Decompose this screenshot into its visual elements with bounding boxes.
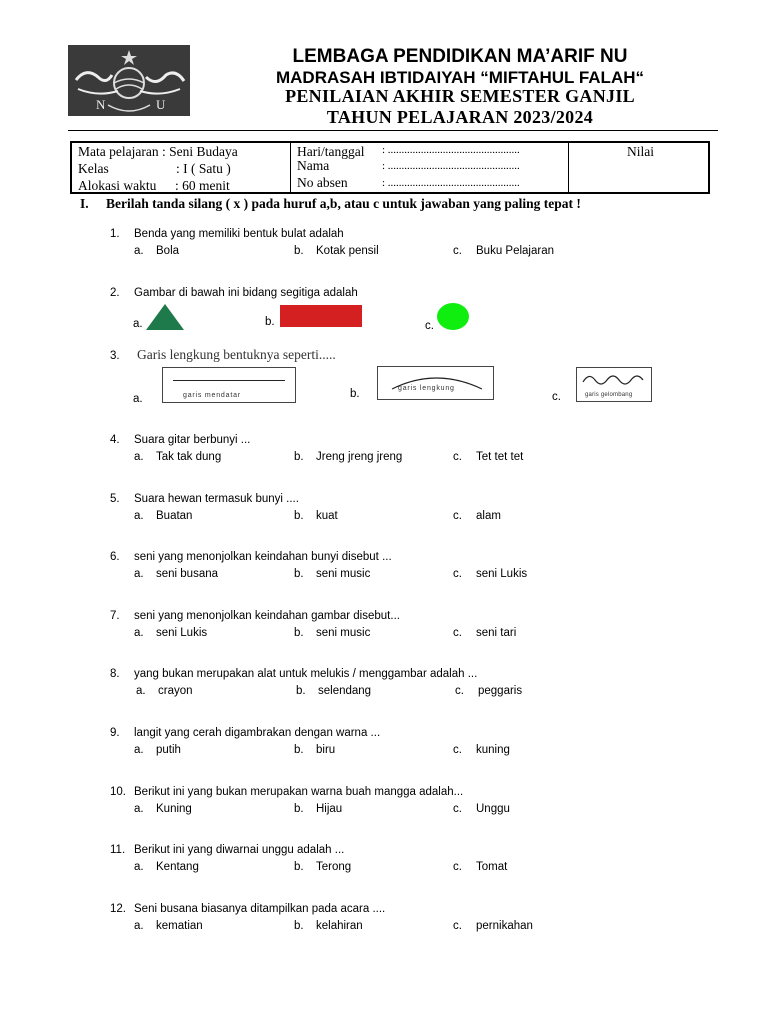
wavy-line-image[interactable] bbox=[576, 367, 652, 402]
q2-option-a[interactable] bbox=[133, 318, 143, 330]
option-text: crayon bbox=[158, 685, 193, 697]
instruction-text: Berilah tanda silang ( x ) pada huruf a,b, atau c untuk jawaban yang paling tepat ! bbox=[106, 196, 581, 211]
question-number: 11. bbox=[110, 844, 126, 856]
curved-line-caption: garis lengkung bbox=[398, 385, 455, 392]
q12-option-a[interactable] bbox=[134, 920, 203, 932]
option-text: seni Lukis bbox=[476, 568, 528, 580]
question-text: yang bukan merupakan alat untuk melukis / menggambar adalah ... bbox=[134, 668, 478, 680]
option-text: Bola bbox=[156, 245, 180, 257]
name-label: Nama bbox=[297, 158, 330, 173]
option-text: alam bbox=[476, 510, 501, 522]
option-letter: b. bbox=[294, 627, 304, 639]
option-text: Jreng jreng jreng bbox=[316, 451, 403, 463]
subject-label: Mata pelajaran : Seni Budaya bbox=[78, 144, 238, 159]
q10-option-a[interactable] bbox=[134, 803, 192, 815]
flat-line-image[interactable] bbox=[162, 367, 296, 403]
option-letter: c. bbox=[453, 744, 462, 756]
option-letter: a. bbox=[134, 627, 144, 639]
option-letter: b. bbox=[294, 510, 304, 522]
option-letter: b. bbox=[294, 803, 304, 815]
option-letter: c. bbox=[453, 510, 462, 522]
flat-line bbox=[173, 380, 285, 381]
q8-option-b[interactable] bbox=[296, 685, 372, 697]
option-letter: c. bbox=[453, 451, 462, 463]
option-letter: a. bbox=[134, 861, 144, 873]
q6-option-c[interactable] bbox=[453, 568, 528, 580]
q11-option-b[interactable] bbox=[294, 861, 352, 873]
question-text: Garis lengkung bentuknya seperti..... bbox=[137, 347, 336, 362]
day-field[interactable]: : ................................................ bbox=[382, 144, 520, 156]
q9-option-a[interactable] bbox=[134, 744, 181, 756]
option-text: seni Lukis bbox=[156, 627, 208, 639]
q3-option-c[interactable] bbox=[552, 391, 561, 403]
score-label: Nilai bbox=[627, 144, 654, 159]
time-label: Alokasi waktu bbox=[78, 178, 157, 193]
question-number: 7. bbox=[110, 610, 120, 622]
question-number: 9. bbox=[110, 727, 120, 739]
q8-option-c[interactable] bbox=[455, 685, 523, 697]
option-text: kelahiran bbox=[316, 920, 363, 932]
q1-option-a[interactable] bbox=[134, 245, 180, 257]
circle-shape[interactable] bbox=[437, 303, 469, 330]
option-letter: c. bbox=[453, 920, 462, 932]
triangle-shape[interactable] bbox=[145, 303, 185, 331]
q7-option-b[interactable] bbox=[294, 627, 371, 639]
q7-option-a[interactable] bbox=[134, 627, 208, 639]
exam-title: PENILAIAN AKHIR SEMESTER GANJIL bbox=[285, 86, 635, 106]
q9-option-c[interactable] bbox=[453, 744, 510, 756]
option-text: kuat bbox=[316, 510, 338, 522]
option-letter: c. bbox=[453, 627, 462, 639]
question-4 bbox=[110, 434, 251, 446]
info-divider-1 bbox=[290, 143, 291, 192]
option-text: kematian bbox=[156, 920, 203, 932]
absen-label: No absen bbox=[297, 175, 348, 190]
question-number: 1. bbox=[110, 228, 120, 240]
option-text: Tomat bbox=[476, 861, 508, 873]
option-letter: b. bbox=[265, 316, 275, 328]
question-number: 10. bbox=[110, 786, 126, 798]
option-text: selendang bbox=[318, 685, 372, 697]
instruction bbox=[80, 196, 581, 212]
option-letter: b. bbox=[294, 451, 304, 463]
question-5 bbox=[110, 493, 299, 505]
q7-option-c[interactable] bbox=[453, 627, 517, 639]
school-logo bbox=[68, 45, 190, 116]
question-text: seni yang menonjolkan keindahan bunyi disebut ... bbox=[134, 551, 392, 563]
option-letter: a. bbox=[134, 803, 144, 815]
option-letter: c. bbox=[453, 803, 462, 815]
question-number: 3. bbox=[110, 350, 120, 362]
institution-name: LEMBAGA PENDIDIKAN MA’ARIF NU bbox=[292, 46, 628, 67]
q5-option-b[interactable] bbox=[294, 510, 338, 522]
option-letter: c. bbox=[453, 245, 462, 257]
name-field[interactable]: : ................................................ bbox=[382, 160, 520, 172]
option-letter: a. bbox=[133, 318, 143, 330]
option-letter: a. bbox=[134, 920, 144, 932]
option-text: Unggu bbox=[476, 803, 510, 815]
question-1 bbox=[110, 228, 344, 240]
question-number: 4. bbox=[110, 434, 120, 446]
option-text: Buatan bbox=[156, 510, 193, 522]
option-letter: a. bbox=[133, 393, 143, 405]
question-number: 5. bbox=[110, 493, 120, 505]
option-text: Hijau bbox=[316, 803, 343, 815]
question-3 bbox=[110, 347, 336, 362]
question-7 bbox=[110, 610, 400, 622]
class-label: Kelas bbox=[78, 161, 109, 176]
q11-option-c[interactable] bbox=[453, 861, 508, 873]
q4-option-a[interactable] bbox=[134, 451, 222, 463]
question-text: seni yang menonjolkan keindahan gambar disebut... bbox=[134, 610, 400, 622]
option-text: peggaris bbox=[478, 685, 523, 697]
question-text: Seni busana biasanya ditampilkan pada acara .... bbox=[134, 903, 386, 915]
question-text: Benda yang memiliki bentuk bulat adalah bbox=[134, 228, 344, 240]
option-text: Buku Pelajaran bbox=[476, 245, 554, 257]
option-text: kuning bbox=[476, 744, 510, 756]
option-text: biru bbox=[316, 744, 336, 756]
header-divider bbox=[68, 130, 718, 131]
option-letter: c. bbox=[425, 320, 434, 332]
school-name: MADRASAH IBTIDAIYAH “MIFTAHUL FALAH“ bbox=[275, 68, 644, 87]
q2-option-b[interactable] bbox=[265, 316, 275, 328]
option-letter: b. bbox=[350, 388, 360, 400]
q1-option-b[interactable] bbox=[294, 245, 379, 257]
q10-option-b[interactable] bbox=[294, 803, 343, 815]
option-text: pernikahan bbox=[476, 920, 533, 932]
q5-option-c[interactable] bbox=[453, 510, 501, 522]
question-text: Berikut ini yang bukan merupakan warna buah mangga adalah... bbox=[134, 786, 464, 798]
question-number: 6. bbox=[110, 551, 120, 563]
question-text: langit yang cerah digambrakan dengan warna ... bbox=[134, 727, 381, 739]
time-value: : 60 menit bbox=[175, 178, 230, 193]
option-letter: c. bbox=[455, 685, 464, 697]
logo-letter-u: U bbox=[156, 97, 166, 112]
option-text: seni tari bbox=[476, 627, 517, 639]
option-letter: a. bbox=[134, 568, 144, 580]
rectangle-shape[interactable] bbox=[280, 305, 362, 327]
option-letter: b. bbox=[294, 744, 304, 756]
option-letter: b. bbox=[294, 920, 304, 932]
day-label: Hari/tanggal bbox=[297, 144, 365, 159]
option-letter: a. bbox=[134, 451, 144, 463]
q10-option-c[interactable] bbox=[453, 803, 510, 815]
option-text: Kentang bbox=[156, 861, 199, 873]
q5-option-a[interactable] bbox=[134, 510, 193, 522]
class-value: : I ( Satu ) bbox=[176, 161, 231, 176]
q11-option-a[interactable] bbox=[134, 861, 199, 873]
q12-option-c[interactable] bbox=[453, 920, 533, 932]
option-text: seni busana bbox=[156, 568, 219, 580]
option-text: Kotak pensil bbox=[316, 245, 379, 257]
question-number: 8. bbox=[110, 668, 120, 680]
q3-option-b[interactable] bbox=[350, 388, 360, 400]
q2-option-c[interactable] bbox=[425, 320, 434, 332]
q8-option-a[interactable] bbox=[136, 685, 193, 697]
question-text: Suara hewan termasuk bunyi .... bbox=[134, 493, 299, 505]
question-text: Berikut ini yang diwarnai unggu adalah ... bbox=[134, 844, 345, 856]
option-letter: b. bbox=[294, 245, 304, 257]
question-8 bbox=[110, 668, 478, 680]
option-letter: a. bbox=[136, 685, 146, 697]
option-text: putih bbox=[156, 744, 181, 756]
q6-option-a[interactable] bbox=[134, 568, 219, 580]
academic-year: TAHUN PELAJARAN 2023/2024 bbox=[326, 107, 594, 127]
option-text: seni music bbox=[316, 568, 371, 580]
option-text: Kuning bbox=[156, 803, 192, 815]
q1-option-c[interactable] bbox=[453, 245, 554, 257]
question-2 bbox=[110, 287, 358, 299]
student-info-box bbox=[70, 141, 710, 194]
option-text: Terong bbox=[316, 861, 352, 873]
q9-option-b[interactable] bbox=[294, 744, 336, 756]
question-text: Gambar di bawah ini bidang segitiga adalah bbox=[134, 287, 358, 299]
option-letter: a. bbox=[134, 744, 144, 756]
question-11 bbox=[110, 844, 345, 856]
logo-letter-n: N bbox=[96, 97, 106, 112]
option-text: Tak tak dung bbox=[156, 451, 222, 463]
wavy-line-caption: garis gelombang bbox=[585, 392, 633, 398]
option-letter: c. bbox=[453, 568, 462, 580]
q4-option-c[interactable] bbox=[453, 451, 524, 463]
curved-line-image[interactable] bbox=[377, 366, 494, 400]
curved-line bbox=[378, 367, 495, 401]
question-10 bbox=[110, 786, 464, 798]
q3-option-a[interactable] bbox=[133, 393, 143, 405]
question-number: 12. bbox=[110, 903, 126, 915]
flat-line-caption: garis mendatar bbox=[183, 392, 241, 399]
option-letter: b. bbox=[294, 861, 304, 873]
section-number: I. bbox=[80, 196, 89, 211]
question-text: Suara gitar berbunyi ... bbox=[134, 434, 251, 446]
q4-option-b[interactable] bbox=[294, 451, 403, 463]
option-letter: c. bbox=[453, 861, 462, 873]
info-divider-2 bbox=[568, 143, 569, 192]
q6-option-b[interactable] bbox=[294, 568, 371, 580]
question-6 bbox=[110, 551, 392, 563]
q12-option-b[interactable] bbox=[294, 920, 363, 932]
option-letter: b. bbox=[296, 685, 306, 697]
absen-field[interactable]: : ................................................ bbox=[382, 177, 520, 189]
option-letter: a. bbox=[134, 510, 144, 522]
question-number: 2. bbox=[110, 287, 120, 299]
option-text: seni music bbox=[316, 627, 371, 639]
option-text: Tet tet tet bbox=[476, 451, 524, 463]
option-letter: a. bbox=[134, 245, 144, 257]
option-letter: c. bbox=[552, 391, 561, 403]
question-12 bbox=[110, 903, 386, 915]
question-9 bbox=[110, 727, 381, 739]
option-letter: b. bbox=[294, 568, 304, 580]
